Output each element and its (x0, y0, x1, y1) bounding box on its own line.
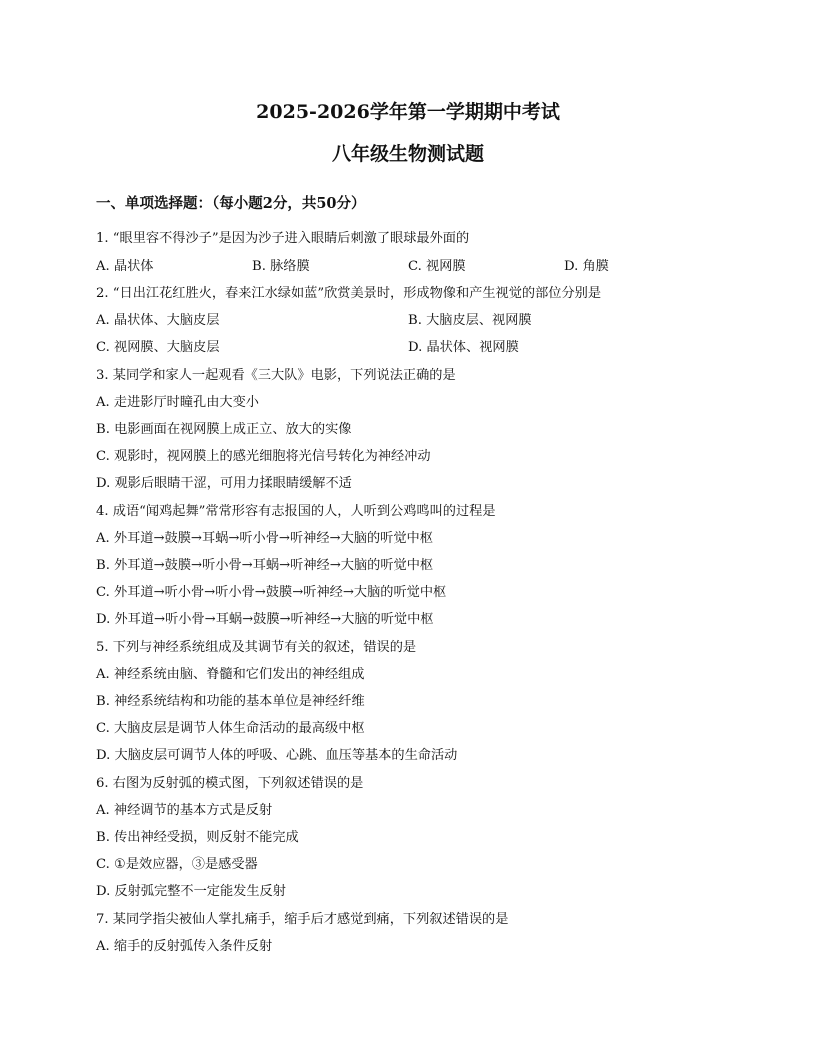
question-3-option-a: A. 走进影厅时瞳孔由大变小 (96, 395, 259, 410)
exam-title: 2025-2026学年第一学期期中考试 (256, 101, 560, 123)
question-5-option-b: B. 神经系统结构和功能的基本单位是神经纤维 (96, 694, 365, 709)
question-6-option-a: A. 神经调节的基本方式是反射 (96, 803, 273, 818)
question-2-option-c: C. 视网膜、大脑皮层 (96, 340, 220, 355)
question-2-option-b: B. 大脑皮层、视网膜 (408, 313, 532, 328)
question-5-option-d: D. 大脑皮层可调节人体的呼吸、心跳、血压等基本的生命活动 (96, 748, 458, 763)
question-3-option-c: C. 观影时，视网膜上的感光细胞将光信号转化为神经冲动 (96, 449, 431, 464)
question-1-option-a: A. 晶状体 (96, 259, 154, 274)
question-1-option-d: D. 角膜 (564, 259, 609, 274)
question-4-option-d: D. 外耳道→听小骨→耳蜗→鼓膜→听神经→大脑的听觉中枢 (96, 612, 434, 627)
question-6-stem: 6. 右图为反射弧的模式图，下列叙述错误的是 (96, 776, 364, 791)
question-5-option-c: C. 大脑皮层是调节人体生命活动的最高级中枢 (96, 721, 365, 736)
question-1-option-b: B. 脉络膜 (252, 259, 310, 274)
question-4-option-b: B. 外耳道→鼓膜→听小骨→耳蜗→听神经→大脑的听觉中枢 (96, 558, 434, 573)
question-1-stem: 1. “眼里容不得沙子”是因为沙子进入眼睛后刺激了眼球最外面的 (96, 231, 470, 246)
question-6-option-b: B. 传出神经受损，则反射不能完成 (96, 830, 299, 845)
question-3-option-d: D. 观影后眼睛干涩，可用力揉眼睛缓解不适 (96, 476, 352, 491)
section-heading: 一、单项选择题：（每小题2分，共50分） (96, 195, 366, 212)
question-4-option-c: C. 外耳道→听小骨→听小骨→鼓膜→听神经→大脑的听觉中枢 (96, 585, 447, 600)
question-5-option-a: A. 神经系统由脑、脊髓和它们发出的神经组成 (96, 667, 365, 682)
question-3-stem: 3. 某同学和家人一起观看《三大队》电影，下列说法正确的是 (96, 368, 456, 383)
exam-subtitle: 八年级生物测试题 (331, 143, 484, 165)
question-2-option-d: D. 晶状体、视网膜 (408, 340, 519, 355)
question-7-stem: 7. 某同学指尖被仙人掌扎痛手，缩手后才感觉到痛，下列叙述错误的是 (96, 912, 509, 927)
question-4-stem: 4. 成语“闻鸡起舞”常常形容有志报国的人，人听到公鸡鸣叫的过程是 (96, 504, 496, 519)
question-1-option-c: C. 视网膜 (408, 259, 466, 274)
question-4-option-a: A. 外耳道→鼓膜→耳蜗→听小骨→听神经→大脑的听觉中枢 (96, 531, 433, 546)
question-2-option-a: A. 晶状体、大脑皮层 (96, 313, 220, 328)
question-2-stem: 2. “日出江花红胜火，春来江水绿如蓝”欣赏美景时，形成物像和产生视觉的部位分别是 (96, 286, 602, 301)
question-5-stem: 5. 下列与神经系统组成及其调节有关的叙述，错误的是 (96, 640, 417, 655)
question-7-option-a: A. 缩手的反射弧传入条件反射 (96, 939, 273, 954)
question-6-option-d: D. 反射弧完整不一定能发生反射 (96, 884, 286, 899)
question-6-option-c: C. ①是效应器，③是感受器 (96, 857, 258, 872)
question-3-option-b: B. 电影画面在视网膜上成正立、放大的实像 (96, 422, 352, 437)
